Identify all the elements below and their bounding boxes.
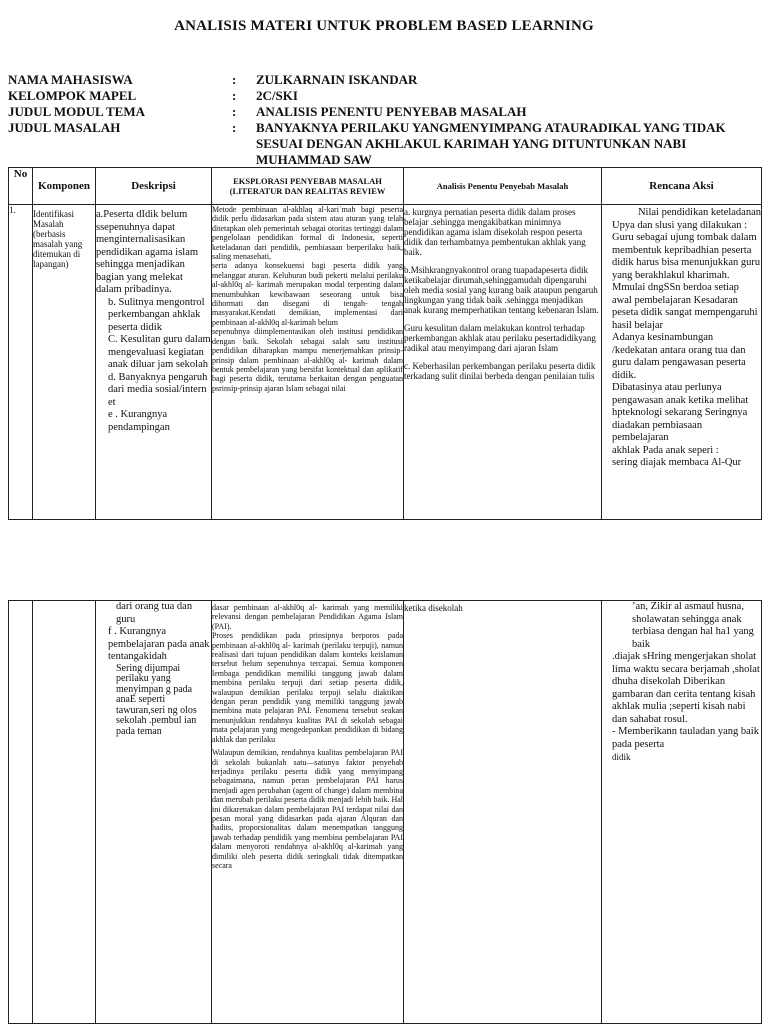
rencana-item: Dibatasinya atau perlunya pengawasan anak ketika melihat hpteknologi sekarang Seringnya diadakan pembiasaan pembelajaran: [612, 382, 749, 443]
rencana-item: akhlak Pada anak seperi :: [612, 444, 719, 456]
deskripsi-item: C. Kesulitan guru dalam mengevaluasi kegiatan anak diluar jam sekolah: [108, 334, 211, 370]
meta-separator: :: [232, 120, 237, 135]
rencana-item: Guru sebagai ujung tombak dalam membentuk kepribadhian peserta didik harus bisa menunjukkan guru yang berakhlakul kharimah. Mmulai dngSSn berdoa setiap awal pembelajaran Kesadaran peseta didik sangat mempengaruhi hasil belajar: [612, 232, 761, 331]
analisis-item: ketika disekolah: [404, 603, 463, 613]
cell-komponen: Identifikasi Masalah (berbasis masalah yang ditemukan di lapangan): [33, 205, 96, 520]
cell-eksplorasi: [212, 205, 404, 520]
analisis-item: Guru kesulitan dalam melakukan kontrol terhadap perkembangan akhlak atau perilaku pesertadidikyang radikal atau menyimpang dari ajaran Islam: [404, 323, 596, 353]
analisis-item: c. Keberhasilan perkembangan perilaku peserta didik terkadang sulit dinilai berbeda dengan penilaian tulis: [404, 361, 596, 381]
rencana-item: Adanya kesinambungan /kedekatan antara orang tua dan guru dalam pengawasan peserta didik.: [612, 332, 746, 381]
header-komponen: Komponen: [33, 168, 96, 205]
cell-deskripsi: [96, 205, 212, 520]
meta-label: JUDUL MODUL TEMA: [8, 104, 145, 119]
meta-separator: :: [232, 88, 237, 103]
eksplorasi-paragraph: dasar pembinaan al-akhl0q al- karimah yang memiliki relevansi dengan pembelajaran Pendidikan Agama Islam (PAI).: [212, 603, 403, 631]
rencana-item: Nilai pendidikan keteladanan: [637, 207, 761, 218]
header-deskripsi: Deskripsi: [96, 168, 212, 205]
meta-separator: :: [232, 72, 237, 87]
cell-analisis: [404, 205, 602, 520]
meta-row-module: [8, 104, 760, 120]
meta-value: BANYAKNYA PERILAKU YANGMENYIMPANG ATAURADIKAL YANG TIDAK SESUAI DENGAN AKHLAKUL KARIMAH YANG DITUNTUNKAN NABI MUHAMMAD SAW: [256, 120, 726, 167]
analisis-item: a. kurgnya pernatian peserta didik dalam proses belajar .sehingga mengakibatkan minimnya pendidikan agama islam disekolah respon peserta didik dan terhambatnya pembentukan akhlak yang baik.: [404, 207, 586, 257]
rencana-item: ’an, Zikir al asmaul husna, sholawatan sehingga anak terbiasa dengan hal ha1 yang baik: [632, 601, 754, 650]
meta-value: ZULKARNAIN ISKANDAR: [256, 72, 418, 87]
analisis-item: b.Msihkrangnyakontrol orang tuapadapeserta didik ketikabelajar dirumah,sehinggamudah dipengaruhi oleh media sosial yang kurang baik ataupun pengaruh lingkungan yang tidak baik .sehingga menjadikan anak kurang memperhatikan tentang kebenaran Islam.: [404, 265, 599, 315]
rencana-item: .diajak sHring mengerjakan sholat lima waktu secara berjamah ,sholat dhuha disekolah Diberikan gambaran dan cerita tentang kisah akhlak mulia ;seperti kisah nabi dan sahabat rosul.: [612, 651, 760, 725]
header-analisis: Analisis Penentu Penyebab Masalah: [404, 168, 602, 205]
deskripsi-item: e . Kurangnya pendampingan: [108, 409, 170, 433]
cell-analisis: [404, 601, 602, 1024]
deskripsi-item: b. Sulitnya mengontrol perkembangan ahklak peserta didik: [108, 296, 205, 333]
deskripsi-item: dari orang tua dan guru: [116, 601, 193, 625]
eksplorasi-paragraph: Metode pembinaan al-akhlaq al-kariʿmah bagi peserta didik perlu didasarkan pada sistem atau aturan yang telah ditetapkan oleh pemerintah sebagai otoritas tertinggi dalam pengelolaan pendidikan formal di Indonesia, seperti keteladanan dari pendidik, pembiasaan berperilaku baik, saling menasehati,: [212, 205, 403, 262]
rencana-item: Upya dan slusi yang dilakukan :: [612, 219, 748, 231]
header-eksplorasi: EKSPLORASI PENYEBAB MASALAH (LITERATUR DAN REALITAS REVIEW: [212, 168, 404, 205]
meta-row-problem: [8, 120, 760, 168]
rencana-item: - Memberikann tauladan yang baik pada peserta: [612, 726, 759, 750]
analysis-table-page-2: [8, 600, 762, 1024]
identity-block: [8, 72, 760, 168]
meta-row-group: [8, 88, 760, 104]
eksplorasi-paragraph: Proses pendidikan pada prinsipnya berporos pada pembinaan al-akhl0q al- karimah (perilaku terpuji), namun realisasi dari tujuan pendidikan dalam konteks keislaman tersebut belum sepenuhnya tercapai. Semua komponen lembaga pendidikan memiliki tanggung jawab dalam membina perilaku terpuji dari setiap peserta didik, walaupun demikian perilaku terpuji selalu diaktikan dengan peran pendidik yang memiliki tanggung jawab membina mata pelajaran PAI. Fenomena tersebut seakan menunjukkan rendahnya kualitas PAI di sekolah sebagai mata pelajaran yang mengedepankan pendidikan di bidang akhlak dan perilaku: [212, 631, 403, 744]
header-no: No: [9, 168, 33, 205]
meta-value: ANALISIS PENENTU PENYEBAB MASALAH: [256, 104, 527, 119]
eksplorasi-paragraph: sepenuhnya diimplementasikan oleh institusi pendidikan dengan baik. Sekolah sebagai salah satu institusi pendidikan diharapkan mampu menerjemahkan prinsip-prinsip dalam pembinaan al-akhl0q al- karimah dalam bentuk pembelajaran yang bersifat kontektual dan aplikatif bagi peserta didik, terutama berkaitan dengan penguatan psrinsip-prinsip ajaran Islam sebagai nilai: [212, 327, 403, 393]
rencana-item: didik: [612, 752, 631, 762]
deskripsi-item: Sering dijumpai perilaku yang menyimpan g pada anaE seperti tawuran,seri ng olos sekolah .pembul ian pada teman: [116, 662, 197, 737]
cell-no: 1.: [9, 205, 33, 520]
cell-no: [9, 601, 33, 1024]
eksplorasi-paragraph: Walaupun demikian, rendahnya kualitas pembelajaran PAI di sekolah bukanlah satu—satunya faktor penyebab terjadinya perilaku peserta didik yang menyimpang sebagaimana, namun peran pembelajaran PAI harus menjadi agen perubahan (agent of change) dalam membina dan merubah perilaku peserta didik menjadi lebih baik. Hal ini dikarenakan dalam pembelajaran PAI terdapat nilai dan pesan moral yang didasarkan pada ajaran Alquran dan hadits, proporsionalitas dalam menempatkan tanggung jawab terhadap pendidik yang membina pembelajaran PAI dalam menyoroti rendahnya al-akhl0q al-karimah yang dimiliki oleh peserta didik seringkali tidak ditempatkan secara: [212, 748, 403, 870]
meta-label: KELOMPOK MAPEL: [8, 88, 137, 103]
cell-deskripsi: [96, 601, 212, 1024]
document-title: ANALISIS MATERI UNTUK PROBLEM BASED LEARNING: [174, 18, 594, 34]
rencana-item: sering diajak membaca Al-Qur: [612, 457, 742, 468]
cell-eksplorasi: [212, 601, 404, 1024]
meta-label: JUDUL MASALAH: [8, 120, 121, 135]
cell-rencana: [602, 601, 762, 1024]
deskripsi-item: f . Kurangnya pembelajaran pada anak tentangakidah: [108, 626, 210, 662]
header-rencana: Rencana Aksi: [602, 168, 762, 205]
analysis-table-page-1: [8, 167, 762, 520]
meta-value: 2C/SKI: [256, 88, 298, 103]
cell-rencana: [602, 205, 762, 520]
meta-label: NAMA MAHASISWA: [8, 72, 133, 87]
deskripsi-item: d. Banyaknya pengaruh dari media sosial/intern et: [108, 371, 208, 408]
deskripsi-item: a.Peserta dIdik belum ssepenuhnya dapat menginternalisasikan pendidikan agama islam sehingga menjadikan bagian yang melekat dalam pribadinya.: [96, 209, 199, 295]
cell-komponen: [33, 601, 96, 1024]
eksplorasi-paragraph: serta adanya konsekuensi bagi peserta didik yang melanggar aturan. Keluhuran budi pekerti melalui perilaku al-akhl0q al- karimah merupakan modal terpenting dalam menumbuhkan kewibawaan seseorang untuk bisa dihormati dan disegani di tengah- tengah masyarakat.Kendati demikian, implementasi dari pembinaan al-akhl0q al-karimah belum: [212, 261, 403, 327]
meta-separator: :: [232, 104, 237, 119]
meta-row-name: [8, 72, 760, 88]
